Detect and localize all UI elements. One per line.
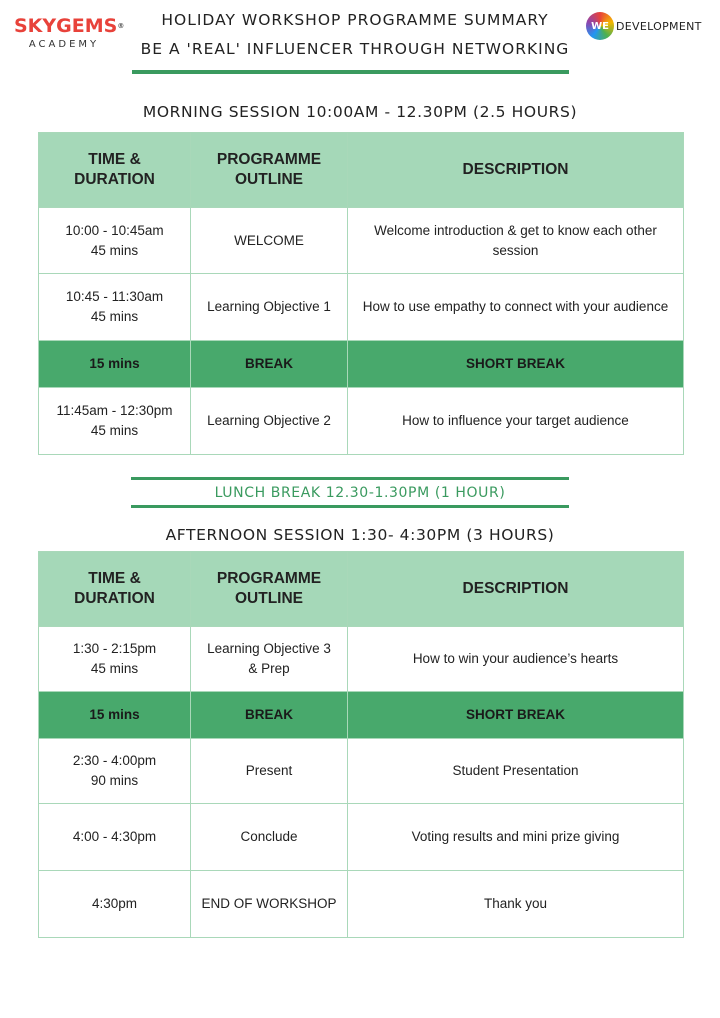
logo-wordmark: SKYGEMS bbox=[14, 15, 118, 37]
table-row bbox=[39, 739, 684, 804]
title-divider bbox=[132, 70, 569, 74]
duration: 45 mins bbox=[90, 423, 139, 438]
table-row bbox=[39, 871, 684, 938]
header-outline: PROGRAMME OUTLINE bbox=[191, 133, 348, 208]
description-cell: How to win your audience’s hearts bbox=[348, 627, 684, 692]
outline-cell: Learning Objective 2 bbox=[191, 388, 348, 455]
time-cell bbox=[39, 208, 191, 274]
we-badge-text: WE bbox=[591, 20, 609, 32]
description-cell: Thank you bbox=[348, 871, 684, 938]
description-cell: How to influence your target audience bbox=[348, 388, 684, 455]
time-range: 10:00 - 10:45am bbox=[65, 222, 164, 238]
morning-schedule-table bbox=[38, 132, 684, 455]
lunch-break-label: LUNCH BREAK 12.30-1.30PM (1 HOUR) bbox=[214, 485, 506, 501]
time-cell bbox=[39, 274, 191, 341]
break-description: SHORT BREAK bbox=[348, 692, 684, 739]
page-subtitle: BE A 'REAL' INFLUENCER THROUGH NETWORKING bbox=[140, 40, 570, 58]
table-row bbox=[39, 388, 684, 455]
break-row bbox=[39, 341, 684, 388]
afternoon-session-title: AFTERNOON SESSION 1:30- 4:30PM (3 HOURS) bbox=[165, 526, 555, 544]
outline-cell: END OF WORKSHOP bbox=[191, 871, 348, 938]
description-cell: Welcome introduction & get to know each other session bbox=[348, 208, 684, 274]
we-badge-icon bbox=[586, 12, 614, 40]
break-label: BREAK bbox=[191, 341, 348, 388]
description-cell: Voting results and mini prize giving bbox=[348, 804, 684, 871]
break-duration: 15 mins bbox=[39, 341, 191, 388]
time-cell: 4:00 - 4:30pm bbox=[39, 804, 191, 871]
table-row bbox=[39, 804, 684, 871]
time-cell bbox=[39, 627, 191, 692]
registered-mark: ® bbox=[117, 22, 125, 30]
duration: 90 mins bbox=[90, 773, 139, 788]
outline-cell: Conclude bbox=[191, 804, 348, 871]
table-header-row bbox=[39, 133, 684, 208]
afternoon-schedule-table bbox=[38, 551, 684, 938]
morning-session-title: MORNING SESSION 10:00AM - 12.30PM (2.5 HOURS) bbox=[142, 103, 578, 121]
lunch-divider-bottom bbox=[131, 505, 569, 508]
header-time: TIME & DURATION bbox=[39, 552, 191, 627]
page-title: HOLIDAY WORKSHOP PROGRAMME SUMMARY bbox=[161, 11, 549, 29]
outline-cell: WELCOME bbox=[191, 208, 348, 274]
time-range: 2:30 - 4:00pm bbox=[72, 753, 157, 768]
table-row bbox=[39, 627, 684, 692]
header-description: DESCRIPTION bbox=[348, 552, 684, 627]
break-duration: 15 mins bbox=[39, 692, 191, 739]
description-cell: How to use empathy to connect with your audience bbox=[348, 274, 684, 341]
time-range: 10:45 - 11:30am bbox=[65, 289, 164, 304]
duration: 45 mins bbox=[90, 242, 139, 258]
header-outline: PROGRAMME OUTLINE bbox=[191, 552, 348, 627]
table-row bbox=[39, 208, 684, 274]
logo-subtitle: ACADEMY bbox=[28, 39, 100, 50]
outline-cell: Learning Objective 3 & Prep bbox=[191, 627, 348, 692]
break-description: SHORT BREAK bbox=[348, 341, 684, 388]
outline-cell: Learning Objective 1 bbox=[191, 274, 348, 341]
we-development-logo bbox=[586, 12, 716, 42]
skygems-logo bbox=[14, 15, 125, 51]
time-cell bbox=[39, 388, 191, 455]
table-row bbox=[39, 274, 684, 341]
logo-development-text: DEVELOPMENT bbox=[616, 20, 702, 33]
lunch-divider-top bbox=[131, 477, 569, 480]
time-cell bbox=[39, 739, 191, 804]
time-range: 11:45am - 12:30pm bbox=[56, 403, 173, 418]
break-row bbox=[39, 692, 684, 739]
break-label: BREAK bbox=[191, 692, 348, 739]
time-range: 1:30 - 2:15pm bbox=[72, 641, 157, 656]
header-time: TIME & DURATION bbox=[39, 133, 191, 208]
description-cell: Student Presentation bbox=[348, 739, 684, 804]
duration: 45 mins bbox=[90, 309, 139, 324]
time-cell: 4:30pm bbox=[39, 871, 191, 938]
outline-cell: Present bbox=[191, 739, 348, 804]
table-header-row bbox=[39, 552, 684, 627]
duration: 45 mins bbox=[90, 661, 139, 676]
header-description: DESCRIPTION bbox=[348, 133, 684, 208]
